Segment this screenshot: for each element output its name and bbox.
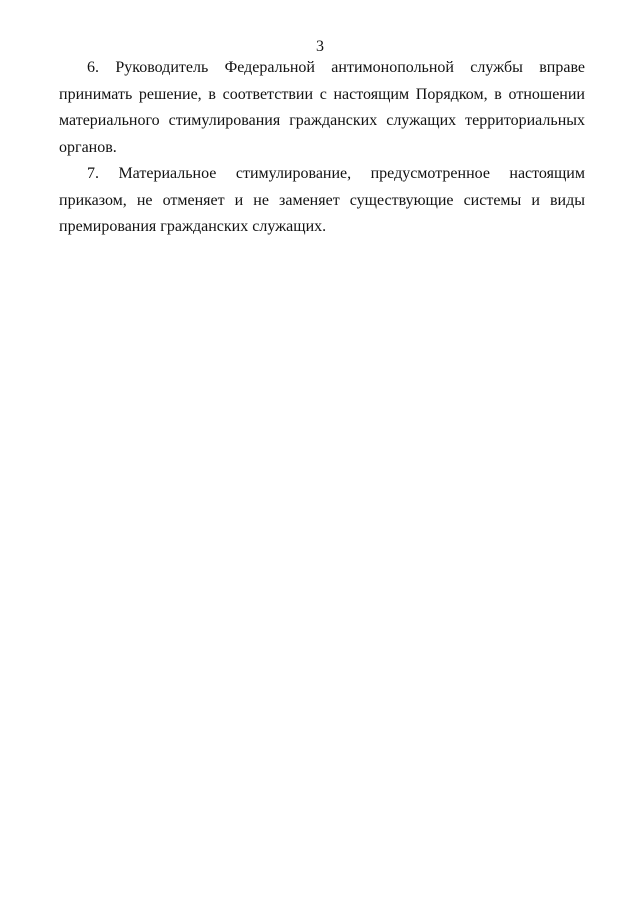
paragraph-7-text: Материальное стимулирование, предусмотренное настоящим приказом, не отменяет и не заменяет существующие системы и виды премирования гражданских служащих. <box>59 165 585 235</box>
paragraph-6 <box>59 55 585 161</box>
page-number: 3 <box>316 38 324 55</box>
paragraph-7 <box>59 161 585 241</box>
paragraph-6-number: 6. <box>87 59 99 76</box>
paragraph-7-number: 7. <box>87 165 99 182</box>
paragraph-6-text: Руководитель Федеральной антимонопольной службы вправе принимать решение, в соответствии с настоящим Порядком, в отношении материального стимулирования гражданских служащих территориальных органов. <box>59 59 586 156</box>
